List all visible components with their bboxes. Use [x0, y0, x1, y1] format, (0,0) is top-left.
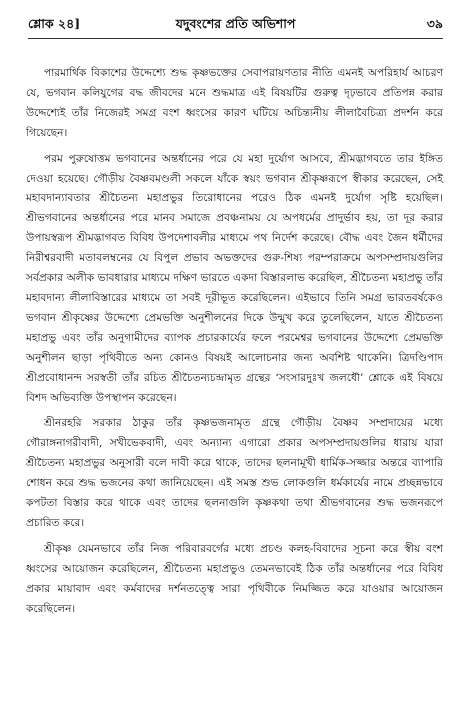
paragraph-4: শ্রীকৃষ্ণ যেমনভাবে তাঁর নিজ পরিবারবর্গের মধ্যে প্রচণ্ড কলহ-বিবাদের সূচনা করে স্বীয় বংশ ধ্বংসের আয়োজন করেছিলেন, শ্রীচৈতন্য মহাপ্রভুও তেমনভাবেই ঠিক তাঁর অন্তর্ধানের পরে বিবিধ প্রকার মায়াবাদ এবং কর্মবাদের দর্শনতত্ত্বে সারা পৃথিবীকে নিমজ্জিত করে যাওয়ার আয়োজন করেছিলেন।: [26, 542, 443, 615]
paragraph-1: পারমার্থিক বিকাশের উদ্দেশ্যে শুদ্ধ কৃষ্ণভক্তের সেবাপরায়ণতার নীতি এমনই অপরিহার্য আচরণ যে, ভগবান কলিযুগের বদ্ধ জীবদের মনে শুদ্ধমাত্র এই বিষয়টির গুরুত্ব দৃঢ়ভাবে প্রতিপন্ন করার উদ্দেশ্যেই তাঁর নিজেরই সমগ্র বংশ ধ্বংসের কারণ ঘটিয়ে অচিন্ত্যনীয় লীলাবৈচিত্র্য প্রদর্শন করে গিয়েছেন।: [26, 67, 443, 139]
paragraph-2: পরম পুরুষোত্তম ভগবানের অন্তর্ধানের পরে যে মহা দুর্যোগ আসবে, শ্রীমদ্ভাগবতে তার ইঙ্গিত দেওয়া হয়েছে। গৌড়ীয় বৈষ্ণবমণ্ডলী সকলে যাঁকে স্বয়ং ভগবান শ্রীকৃষ্ণরূপে স্বীকার করেছেন, সেই মহাবদান্যাবতার শ্রীচৈতন্য মহাপ্রভুর তিরোধানের পরেও ঠিক এমনই দুর্যোগ সৃষ্টি হয়েছিল। শ্রীভগবানের অন্তর্ধানের পরে মানব সমাজে প্রবঞ্চনাময় যে অপধর্মের প্রাদুর্ভাব হয়, তা দূর করার উপায়স্বরূপ শ্রীমদ্ভাগবত বিবিধ উপদেশাবলীর মাধ্যমে পথ নির্দেশ করেছে। বৌদ্ধ এবং জৈন ধর্মীদের নিরীশ্বরবাদী মতাবলম্বনের যে বিপুল প্রভাব অভক্তদের গুরু-শিষ্য পরম্পরাক্রমে অপসম্প্রদায়গুলির সর্বপ্রকার অলীক ভাবধারার মাধ্যমে দক্ষিণ ভারতে একদা বিস্তারলাভ করেছিল, শ্রীচৈতন্য মহাপ্রভু তাঁর মহাবদান্য লীলাবিস্তারের মাধ্যমে তা সবই দূরীভূত করেছিলেন। এইভাবে তিনি সমগ্র ভারতবর্ষকেও ভগবান শ্রীকৃষ্ণের উদ্দেশ্যে প্রেমভক্তি অনুশীলনের দিকে উন্মুখ করে তুলেছিলেন, যাতে শ্রীচৈতন্য মহাপ্রভু এবং তাঁর অনুগামীদের ব্যাপক প্রচারকার্যের ফলে পরমেশ্বর ভগবানের উদ্দেশ্যে প্রেমভক্তি অনুশীলন ছাড়া পৃথিবীতে অন্য কোনও বিষয়ই আলোচনার জন্য অবশিষ্ট থাকেনি। ত্রিদণ্ডিপাদ শ্রীপ্রবোধানন্দ সরস্বতী তাঁর রচিত শ্রীচৈতন্যচন্দ্রামৃত গ্রন্থের ‘সংসারদুঃখ জলধৌ’ শ্লোকে এই বিষয়ে বিশদ অভিব্যক্তি উপস্থাপন করেছেন।: [26, 152, 443, 404]
page-body: [26, 64, 443, 619]
page-number: ৩৯: [426, 16, 443, 31]
verse-reference: শ্লোক ২৪]: [28, 16, 81, 31]
running-header: [28, 10, 443, 39]
chapter-title: যদুবংশের প্রতি অভিশাপ: [175, 16, 296, 31]
paragraph-3: শ্রীনরহরি সরকার ঠাকুর তাঁর কৃষ্ণভজনামৃত গ্রন্থে গৌড়ীয় বৈষ্ণব সম্প্রদায়ের মধ্যে গৌরাঙ্গনাগরীবাদী, সখীভেকবাদী, এবং অন্যান্য এগারো প্রকার অপসম্প্রদায়গুলির ধারায় যারা শ্রীচৈতন্য মহাপ্রভুর অনুসারী বলে দাবী করে থাকে, তাদের ছলনামূখী ধার্মিক-সজ্জার অন্তরে ব্যাপারি শোধন করে শুদ্ধ ভজনের কথা জানিয়েছেন। এই সমস্ত শুভ লোকগুলি ধর্মকার্যের নামে প্রচ্ছন্নভাবে কপটতা বিস্তার করে থাকে এবং তাদের ছলনাগুলি কৃষ্ণকথা তথা শ্রীভগবানের শুদ্ধ ভজনরূপে প্রচারিত করে।: [26, 417, 443, 529]
